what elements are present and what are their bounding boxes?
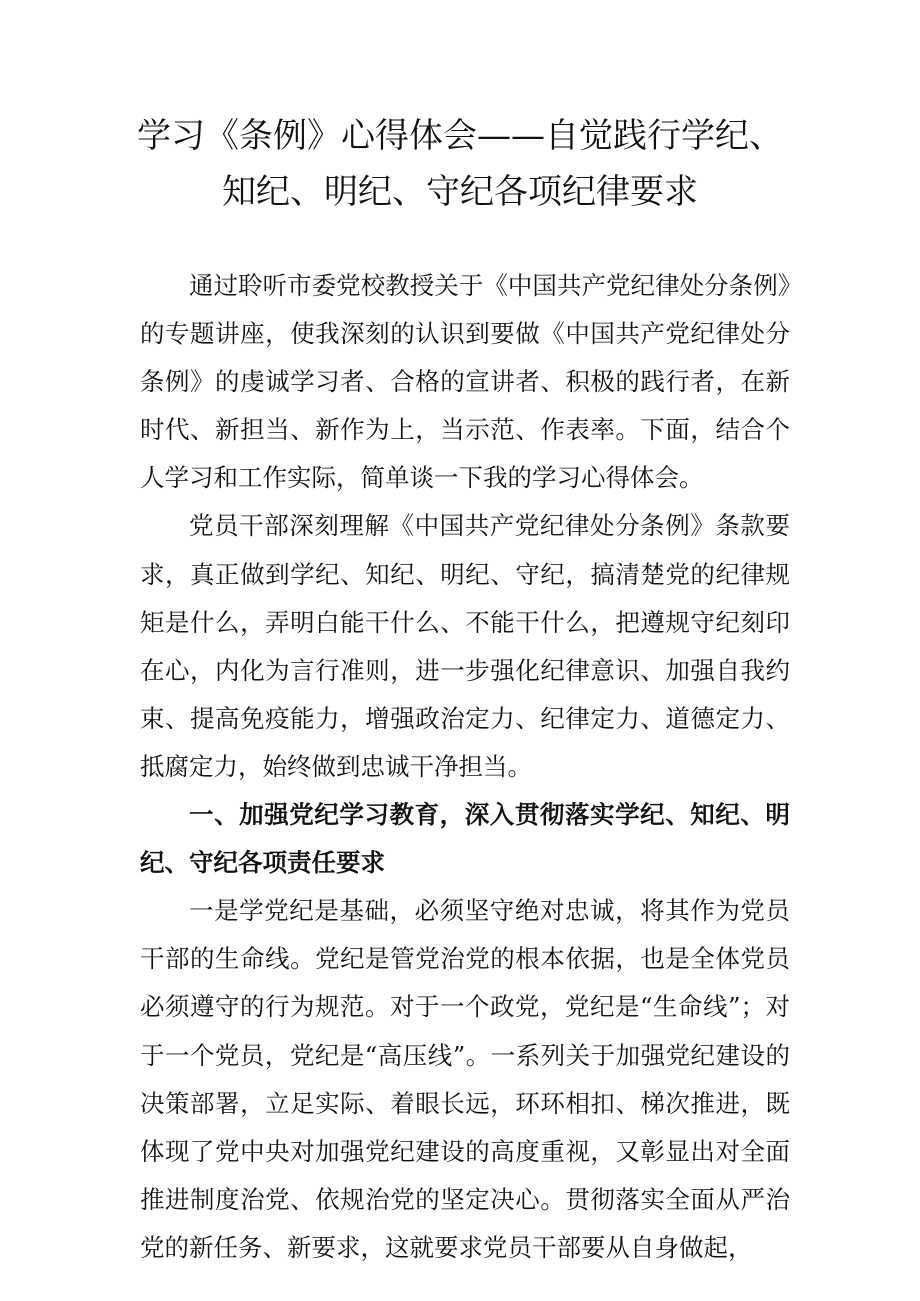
body-paragraph: 党员干部深刻理解《中国共产党纪律处分条例》条款要求，真正做到学纪、知纪、明纪、守纪，搞清楚党的纪律规矩是什么，弄明白能干什么、不能干什么，把遵规守纪刻印在心，内化为言行准则，进一步强化纪律意识、加强自我约束、提高免疫能力，增强政治定力、纪律定力、道德定力、抵腐定力，始终做到忠诚干净担当。: [140, 511, 790, 781]
title-line-2: 知纪、明纪、守纪各项纪律要求: [222, 172, 698, 212]
document-title: [120, 108, 800, 220]
title-line-1: 学习《条例》心得体会——自觉践行学纪、: [137, 116, 783, 156]
section-heading: 一、加强党纪学习教育，深入贯彻落实学纪、知纪、明纪、守纪各项责任要求: [140, 800, 790, 878]
intro-paragraph: 通过聆听市委党校教授关于《中国共产党纪律处分条例》的专题讲座，使我深刻的认识到要做《中国共产党纪律处分条例》的虔诚学习者、合格的宣讲者、积极的践行者，在新时代、新担当、新作为上，当示范、作表率。下面，结合个人学习和工作实际，简单谈一下我的学习心得体会。: [140, 271, 790, 493]
document-body: [140, 262, 790, 1272]
section-paragraph: 一是学党纪是基础，必须坚守绝对忠诚，将其作为党员干部的生命线。党纪是管党治党的根本依据，也是全体党员必须遵守的行为规范。对于一个政党，党纪是“生命线”；对于一个党员，党纪是“高压线”。一系列关于加强党纪建设的决策部署，立足实际、着眼长远，环环相扣、梯次推进，既体现了党中央对加强党纪建设的高度重视，又彰显出对全面推进制度治党、依规治党的坚定决心。贯彻落实全面从严治党的新任务、新要求，这就要求党员干部要从自身做起，: [140, 896, 790, 1262]
